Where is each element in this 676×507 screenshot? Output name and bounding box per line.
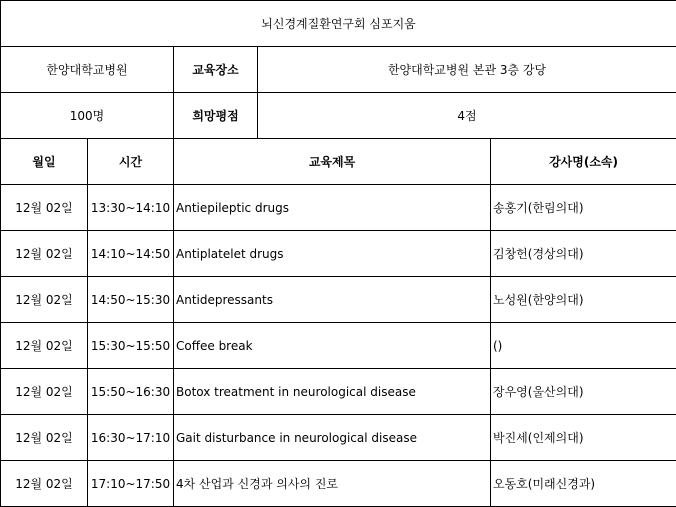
row-lecturer: 박진세(인제의대) xyxy=(491,415,676,461)
capacity-cell: 100명 xyxy=(1,93,174,139)
row-time: 14:50~15:30 xyxy=(88,277,174,323)
info-row-score xyxy=(1,93,676,139)
host-cell: 한양대학교병원 xyxy=(1,47,174,93)
header-date: 월일 xyxy=(1,139,88,185)
row-time: 17:10~17:50 xyxy=(88,461,174,507)
row-time: 13:30~14:10 xyxy=(88,185,174,231)
row-lecturer: 장우영(울산의대) xyxy=(491,369,676,415)
title-row xyxy=(1,1,676,47)
row-time: 15:30~15:50 xyxy=(88,323,174,369)
table-header-row xyxy=(1,139,676,185)
info-row-location xyxy=(1,47,676,93)
table-row xyxy=(1,415,676,461)
table-row xyxy=(1,323,676,369)
row-subject: Botox treatment in neurological disease xyxy=(174,369,491,415)
header-subject: 교육제목 xyxy=(174,139,491,185)
row-lecturer: 송홍기(한림의대) xyxy=(491,185,676,231)
row-date: 12월 02일 xyxy=(1,461,88,507)
row-subject: Coffee break xyxy=(174,323,491,369)
row-date: 12월 02일 xyxy=(1,369,88,415)
row-date: 12월 02일 xyxy=(1,231,88,277)
row-subject: 4차 산업과 신경과 의사의 진로 xyxy=(174,461,491,507)
row-date: 12월 02일 xyxy=(1,277,88,323)
table-row xyxy=(1,277,676,323)
row-lecturer: () xyxy=(491,323,676,369)
row-subject: Gait disturbance in neurological disease xyxy=(174,415,491,461)
row-time: 16:30~17:10 xyxy=(88,415,174,461)
row-lecturer: 오동호(미래신경과) xyxy=(491,461,676,507)
page-title: 뇌신경계질환연구회 심포지움 xyxy=(1,1,676,47)
header-lecturer: 강사명(소속) xyxy=(491,139,676,185)
header-time: 시간 xyxy=(88,139,174,185)
row-date: 12월 02일 xyxy=(1,415,88,461)
row-time: 14:10~14:50 xyxy=(88,231,174,277)
table-row xyxy=(1,185,676,231)
table-row xyxy=(1,369,676,415)
row-lecturer: 노성원(한양의대) xyxy=(491,277,676,323)
row-subject: Antiepileptic drugs xyxy=(174,185,491,231)
row-time: 15:50~16:30 xyxy=(88,369,174,415)
row-date: 12월 02일 xyxy=(1,185,88,231)
score-label: 희망평점 xyxy=(174,93,258,139)
location-label: 교육장소 xyxy=(174,47,258,93)
table-row xyxy=(1,231,676,277)
row-subject: Antidepressants xyxy=(174,277,491,323)
row-subject: Antiplatelet drugs xyxy=(174,231,491,277)
table-row xyxy=(1,461,676,507)
location-value: 한양대학교병원 본관 3층 강당 xyxy=(258,47,676,93)
row-date: 12월 02일 xyxy=(1,323,88,369)
row-lecturer: 김창헌(경상의대) xyxy=(491,231,676,277)
score-value: 4점 xyxy=(258,93,676,139)
